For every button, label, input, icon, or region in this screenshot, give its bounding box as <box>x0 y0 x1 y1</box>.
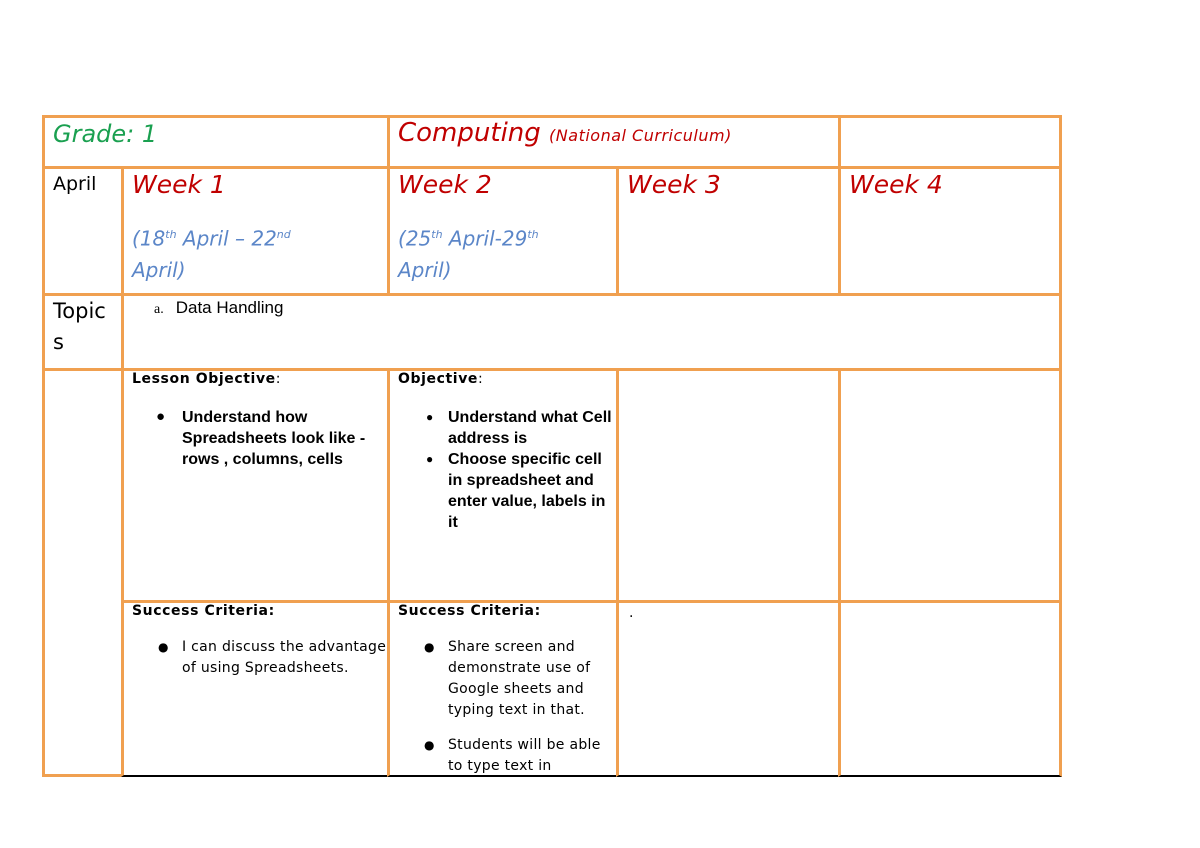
week4-success-cell <box>838 600 1062 777</box>
week3-success-mark: . <box>629 605 634 621</box>
week2-objective-heading-text: Objective <box>398 371 479 387</box>
week1-start-sup: th <box>165 228 177 241</box>
bullet-icon: ● <box>426 410 434 424</box>
week2-success-cell <box>387 600 619 777</box>
week2-start-sup: th <box>431 228 443 241</box>
bullet-icon: ● <box>158 640 169 654</box>
week1-label: Week 1 <box>132 170 226 199</box>
week3-header-cell <box>616 166 841 296</box>
grade-title: Grade: 1 <box>53 120 158 148</box>
week1-success-list <box>132 637 387 693</box>
week1-end-sup: nd <box>276 228 291 241</box>
week2-start-rest: April-29 <box>442 226 528 251</box>
week2-objective-cell <box>387 368 619 603</box>
week2-header-cell <box>387 166 619 296</box>
month-label: April <box>53 173 97 195</box>
subject-name: Computing <box>398 118 541 148</box>
week2-objective-colon: : <box>478 371 484 387</box>
list-item <box>398 449 613 533</box>
objectives-label-cell <box>42 368 124 777</box>
bullet-icon: ● <box>424 640 435 654</box>
week1-objective-cell <box>121 368 390 603</box>
week1-date-line2: April) <box>132 257 186 282</box>
week2-objective-list <box>398 407 613 533</box>
list-item <box>398 735 613 777</box>
grade-cell <box>42 115 390 169</box>
week2-success-list <box>398 637 613 777</box>
week3-success-cell <box>616 600 841 777</box>
week1-start-rest: April – 22 <box>176 226 277 251</box>
list-item <box>398 407 613 449</box>
subject-title <box>398 118 732 148</box>
topics-content-cell <box>121 293 1062 371</box>
list-item-text: I can discuss the advantage of using Spreadsheets. <box>182 639 387 676</box>
week2-start-day: 25 <box>405 226 432 251</box>
list-item-text: Understand what Cell address is <box>448 409 612 447</box>
curriculum-label: (National Curriculum) <box>549 126 732 145</box>
subject-cell <box>387 115 841 169</box>
week2-end-sup: th <box>527 228 539 241</box>
week2-dates: (25th April-29th April) <box>398 226 539 282</box>
list-item-text: Share screen and demonstrate use of Google sheets and typing text in that. <box>448 639 591 718</box>
bullet-icon: ● <box>424 738 435 752</box>
topics-label-line1: Topic <box>53 299 106 323</box>
bullet-icon: ● <box>156 408 166 425</box>
list-item <box>132 637 387 679</box>
list-item-text: Choose specific cell in spreadsheet and enter value, labels in it <box>448 451 606 531</box>
list-item <box>398 637 613 721</box>
week2-label: Week 2 <box>398 170 492 199</box>
topics-label-cell <box>42 293 124 371</box>
topic-item <box>154 298 283 318</box>
week1-objective-heading <box>132 371 281 387</box>
week4-objective-cell <box>838 368 1062 603</box>
week2-success-heading: Success Criteria: <box>398 603 541 619</box>
month-cell <box>42 166 124 296</box>
topics-label-line2: s <box>53 330 64 354</box>
week4-label: Week 4 <box>849 170 943 199</box>
header-empty-cell <box>838 115 1062 169</box>
week3-objective-cell <box>616 368 841 603</box>
list-item-text: Understand how Spreadsheets look like - rows , columns, cells <box>182 409 366 468</box>
list-item-text: Students will be able to type text in <box>448 737 601 774</box>
week1-start-day: 18 <box>139 226 166 251</box>
week2-objective-heading <box>398 371 483 387</box>
topics-label <box>53 296 106 358</box>
topic-item-marker: a. <box>154 302 164 317</box>
week1-objective-heading-text: Lesson Objective <box>132 371 276 387</box>
week1-success-cell <box>121 600 390 777</box>
week3-label: Week 3 <box>627 170 721 199</box>
topic-item-text: Data Handling <box>175 298 284 317</box>
week1-objective-colon: : <box>275 371 282 387</box>
week2-date-line2: April) <box>398 257 452 282</box>
week4-header-cell <box>838 166 1062 296</box>
week1-objective-list <box>132 407 387 470</box>
bullet-icon: ● <box>426 452 434 466</box>
list-item <box>132 407 387 470</box>
week1-dates: (18th April – 22nd April) <box>132 226 291 282</box>
week1-success-heading: Success Criteria: <box>132 603 275 619</box>
week1-header-cell <box>121 166 390 296</box>
